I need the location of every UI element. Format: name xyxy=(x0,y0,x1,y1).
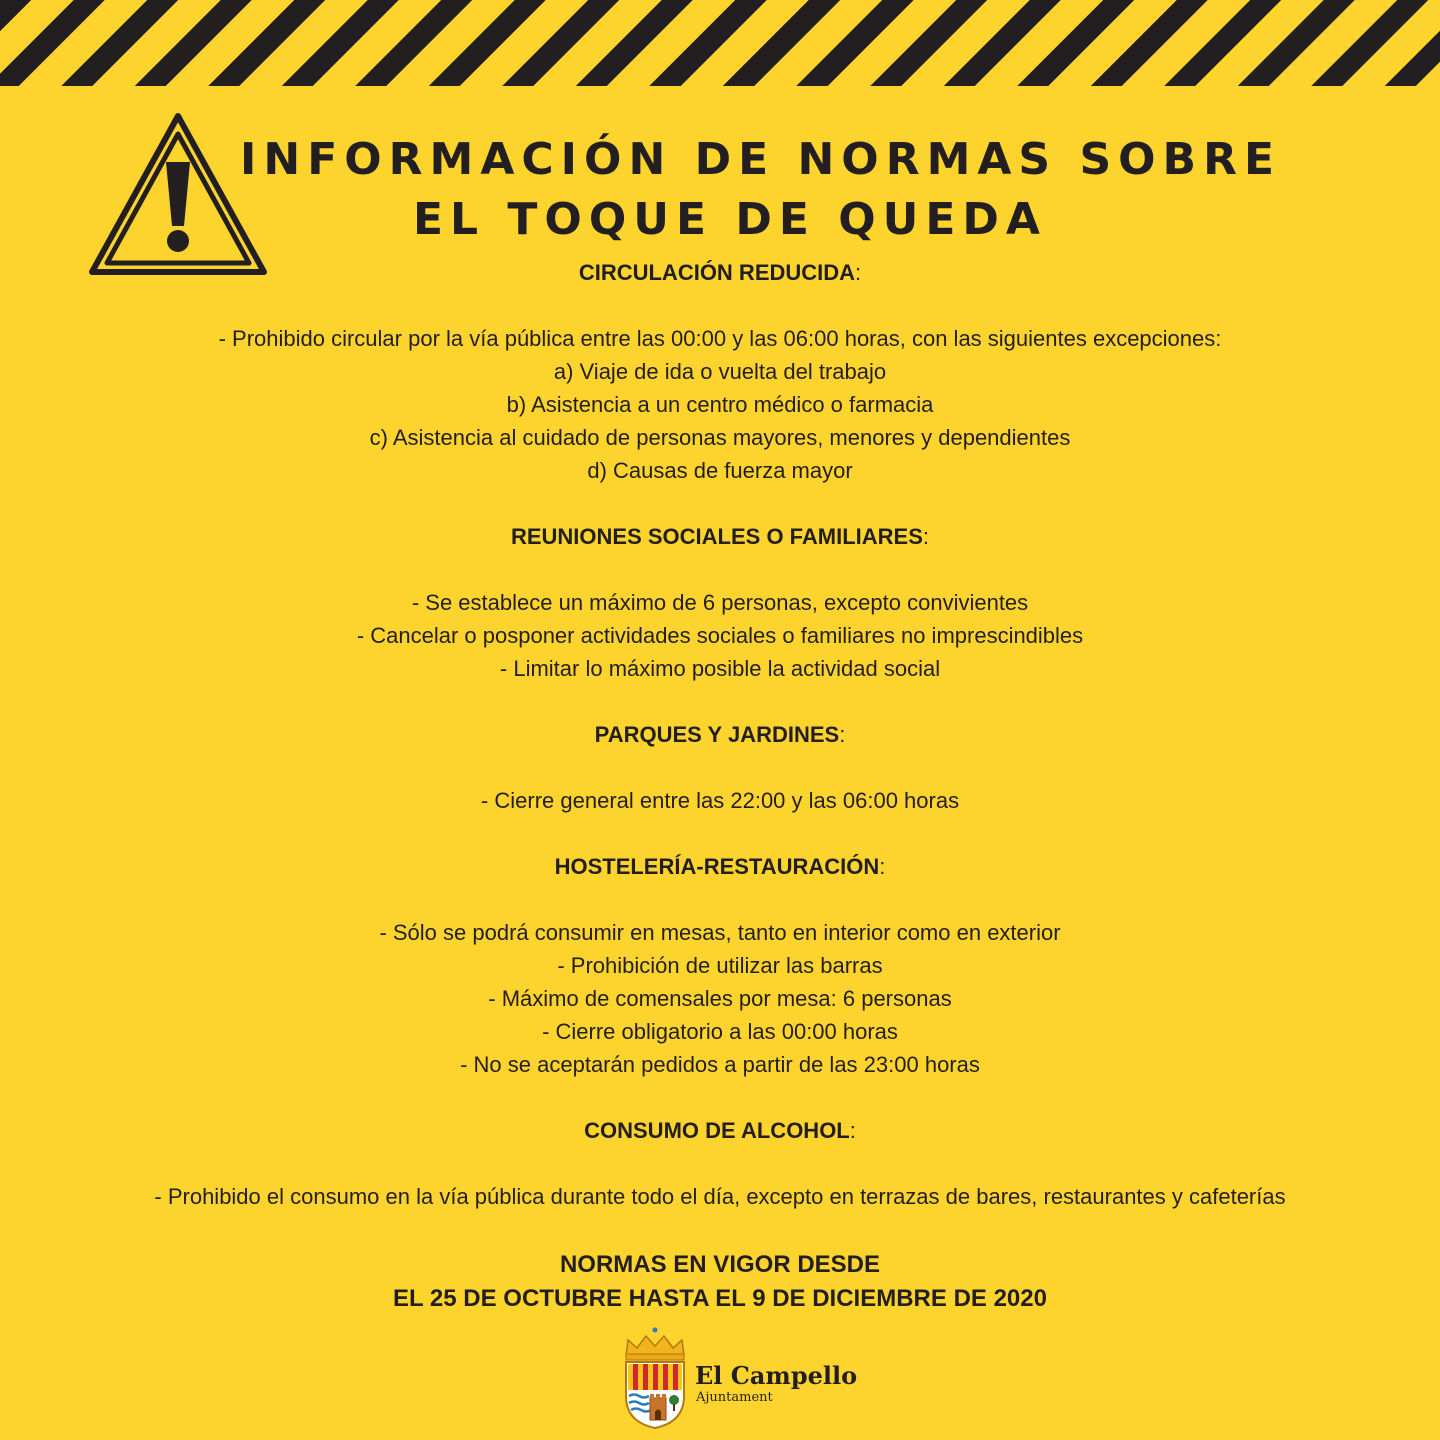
list-item: - Se establece un máximo de 6 personas, excepto convivientes xyxy=(411,590,1029,615)
list-item: - No se aceptarán pedidos a partir de las 23:00 horas xyxy=(460,1052,980,1077)
list-item: d) Causas de fuerza mayor xyxy=(587,458,853,483)
validity-line-2: EL 25 DE OCTUBRE HASTA EL 9 DE DICIEMBRE DE 2020 xyxy=(393,1285,1047,1312)
list-item: - Limitar lo máximo posible la actividad social xyxy=(499,656,941,681)
title-line-2: EL TOQUE DE QUEDA xyxy=(412,194,1047,245)
list-item: - Prohibido el consumo en la vía pública durante todo el día, excepto en terrazas de bares, restaurantes y cafeterías xyxy=(154,1184,1286,1209)
list-item: - Cancelar o posponer actividades sociales o familiares no imprescindibles xyxy=(356,623,1084,648)
section-heading-text: PARQUES Y JARDINES xyxy=(594,722,840,747)
section-heading-text: CIRCULACIÓN REDUCIDA xyxy=(578,260,856,285)
section-heading-alcohol xyxy=(0,1114,1440,1147)
heading-colon: : xyxy=(922,524,930,549)
hazard-stripe-banner xyxy=(0,0,1440,86)
list-item: - Prohibición de utilizar las barras xyxy=(557,953,883,978)
section-heading-hosteleria xyxy=(0,850,1440,883)
section-heading-text: REUNIONES SOCIALES O FAMILIARES xyxy=(510,524,923,549)
section-heading-parques xyxy=(0,718,1440,751)
municipality-logo xyxy=(620,1326,858,1432)
logo-name: El Campello xyxy=(695,1361,858,1390)
validity-note xyxy=(0,1248,1440,1316)
section-heading-text: CONSUMO DE ALCOHOL xyxy=(584,1118,850,1143)
page-title xyxy=(240,130,1282,250)
validity-line-1: NORMAS EN VIGOR DESDE xyxy=(559,1251,881,1278)
list-item: - Prohibido circular por la vía pública entre las 00:00 y las 06:00 horas, con las siguientes excepciones: xyxy=(218,326,1222,351)
section-heading-text: HOSTELERÍA-RESTAURACIÓN xyxy=(554,854,880,879)
heading-colon: : xyxy=(855,260,862,285)
coat-of-arms-icon xyxy=(620,1326,690,1430)
list-item: - Cierre general entre las 22:00 y las 06:00 horas xyxy=(480,788,960,813)
heading-colon: : xyxy=(849,1118,856,1143)
logo-subtitle: Ajuntament xyxy=(696,1390,773,1405)
list-item: a) Viaje de ida o vuelta del trabajo xyxy=(553,359,887,384)
rules-body xyxy=(0,256,1440,1213)
list-item: c) Asistencia al cuidado de personas mayores, menores y dependientes xyxy=(369,425,1071,450)
heading-colon: : xyxy=(879,854,886,879)
list-item: - Máximo de comensales por mesa: 6 personas xyxy=(488,986,952,1011)
section-heading-circulacion xyxy=(0,256,1440,289)
list-item: - Sólo se podrá consumir en mesas, tanto en interior como en exterior xyxy=(379,920,1061,945)
section-heading-reuniones xyxy=(0,520,1440,553)
title-line-1: INFORMACIÓN DE NORMAS SOBRE xyxy=(240,134,1282,185)
heading-colon: : xyxy=(839,722,846,747)
list-item: b) Asistencia a un centro médico o farmacia xyxy=(506,392,934,417)
list-item: - Cierre obligatorio a las 00:00 horas xyxy=(542,1019,898,1044)
